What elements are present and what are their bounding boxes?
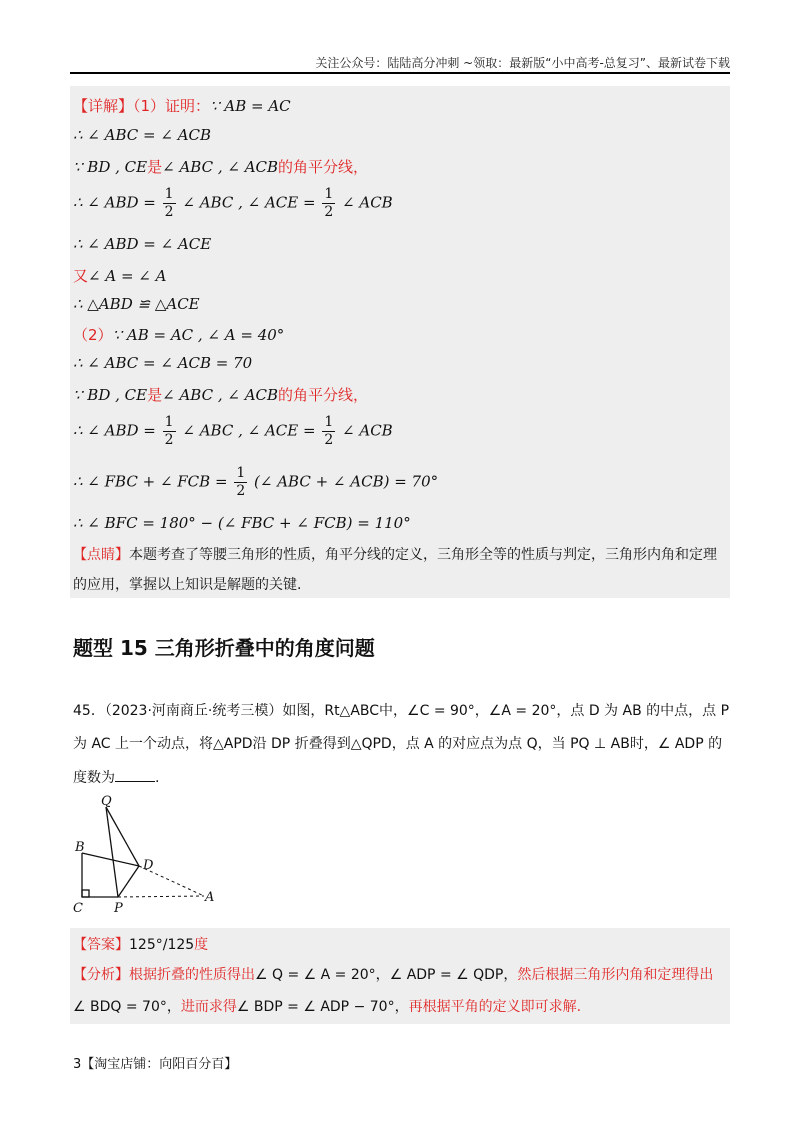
label-B: B <box>75 840 85 855</box>
solution-line-12 <box>73 465 438 500</box>
solution-line-13: ∴ ∠ BFC = 180° − (∠ FBC + ∠ FCB) = 110° <box>73 514 411 532</box>
fraction-den: 2 <box>324 432 334 448</box>
segment-PD <box>118 866 139 897</box>
fraction <box>322 186 335 221</box>
math-expr: ∠ ACB <box>342 421 393 440</box>
analysis-label: 【分析】 <box>73 967 129 983</box>
page-footer: 3【淘宝店铺：向阳百分百】 <box>73 1057 238 1072</box>
segment-PA-dashed <box>118 896 204 897</box>
math-expr: ∠ A = ∠ A <box>88 267 167 285</box>
segment-QD <box>106 807 139 866</box>
answer-value: 125°/125 <box>129 937 195 953</box>
fraction-num: 1 <box>324 414 334 430</box>
fraction-den: 2 <box>164 432 174 448</box>
math-expr: ∠ ADP = ∠ QDP， <box>389 967 518 983</box>
fraction-den: 2 <box>164 204 174 220</box>
text-fragment: 进而求得 <box>180 999 237 1015</box>
math-expr: ∠ ABC , ∠ ACE = <box>182 193 316 212</box>
question-line-2: 为 AC 上一个动点，将△APD沿 DP 折叠得到△QPD，点 A 的对应点为点 Q，当 PQ ⊥ AB时，∠ ADP 的 <box>73 736 723 752</box>
text-fragment: 是 <box>147 158 163 176</box>
solution-line-2: ∴ ∠ ABC = ∠ ACB <box>73 126 212 144</box>
fraction-den: 2 <box>236 483 246 499</box>
section-title: 题型 15 三角形折叠中的角度问题 <box>73 636 375 660</box>
analysis-line-2 <box>73 996 581 1016</box>
solution-line-4 <box>73 186 393 221</box>
fraction <box>163 414 176 449</box>
math-expr: ∠ Q = ∠ A = 20°， <box>255 967 390 983</box>
math-expr: ∠ BDQ = 70°， <box>73 999 181 1015</box>
math-expr: (∠ ABC + ∠ ACB) = 70° <box>254 472 439 491</box>
solution-line-10 <box>73 384 368 405</box>
math-expr: ∴ ∠ ABD = <box>73 193 156 212</box>
question-line-3 <box>73 767 159 787</box>
fraction-num: 1 <box>164 186 174 202</box>
label-C: C <box>73 901 83 916</box>
text-fragment: 是 <box>147 386 163 404</box>
math-expr: ∠ ACB <box>342 193 393 212</box>
analysis-line-1 <box>73 964 713 984</box>
math-expr: ∴ ∠ FBC + ∠ FCB = <box>73 472 228 491</box>
solution-line-11 <box>73 414 393 449</box>
note-text: 本题考查了等腰三角形的性质，角平分线的定义，三角形全等的性质与判定，三角形内角和定理的应用，掌握以上知识是解题的关键. <box>73 547 717 593</box>
part2-label: （2） <box>73 326 113 344</box>
solution-line-9: ∴ ∠ ABC = ∠ ACB = 70 <box>73 354 253 372</box>
math-expr: ∠ BDP = ∠ ADP − 70°， <box>236 999 409 1015</box>
label-A: A <box>205 890 215 905</box>
question-text: 度数为 <box>73 770 115 786</box>
key-point-note <box>73 540 728 600</box>
solution-line-8 <box>73 324 284 345</box>
question-text: . <box>155 770 160 786</box>
text-fragment: 又 <box>73 267 89 285</box>
fraction <box>322 414 335 449</box>
math-expr: ∵ BD , CE <box>73 386 148 404</box>
solution-label: 【详解】 <box>73 97 134 115</box>
math-expr: ∴ ∠ ABD = <box>73 421 156 440</box>
answer-label: 【答案】 <box>73 937 129 953</box>
header-rule <box>70 72 730 74</box>
fraction-num: 1 <box>324 186 334 202</box>
text-fragment: 的角平分线， <box>278 158 369 176</box>
text-fragment: 根据折叠的性质得出 <box>129 967 255 983</box>
note-label: 【点睛】 <box>73 547 129 563</box>
answer-blank <box>115 769 155 782</box>
fraction <box>163 186 176 221</box>
math-expr: ∠ ABC , ∠ ACB <box>162 386 279 404</box>
question-line-1: 45．（2023·河南商丘·统考三模）如图，Rt△ABC中，∠C = 90°，∠A = 20°，点 D 为 AB 的中点，点 P <box>73 703 730 719</box>
solution-line-3 <box>73 156 368 177</box>
math-expr: ∵ BD , CE <box>73 158 148 176</box>
segment-BD <box>82 853 139 866</box>
math-expr: ∵ AB = AC , ∠ A = 40° <box>112 326 285 344</box>
text-fragment: 然后根据三角形内角和定理得出 <box>517 967 714 983</box>
answer-line <box>73 934 208 954</box>
math-expr: ∠ ABC , ∠ ACB <box>162 158 279 176</box>
solution-line-7: ∴ △ABD ≌ △ACE <box>73 295 200 313</box>
fraction-num: 1 <box>236 465 246 481</box>
page-header: 关注公众号：陆陆高分冲刺 ~领取：最新版“小中高考-总复习”、最新试卷下载 <box>315 56 730 70</box>
text-fragment: 再根据平角的定义即可求解. <box>408 999 582 1015</box>
math-expr: ∠ ABC , ∠ ACE = <box>182 421 316 440</box>
segment-QP <box>106 807 118 897</box>
text-fragment: 的角平分线， <box>278 386 369 404</box>
right-angle-mark <box>82 890 89 897</box>
label-D: D <box>143 858 154 873</box>
label-P: P <box>114 901 123 916</box>
fraction-num: 1 <box>164 414 174 430</box>
solution-line-5: ∴ ∠ ABD = ∠ ACE <box>73 235 212 253</box>
label-Q: Q <box>101 795 112 809</box>
fraction <box>234 465 247 500</box>
part1-label: （1）证明： <box>133 97 211 115</box>
fraction-den: 2 <box>324 204 334 220</box>
math-expr: ∵ AB = AC <box>210 97 291 115</box>
answer-unit: 度 <box>194 937 209 953</box>
solution-line-1 <box>73 95 291 116</box>
solution-line-6 <box>73 265 166 286</box>
geometry-figure <box>70 795 230 920</box>
